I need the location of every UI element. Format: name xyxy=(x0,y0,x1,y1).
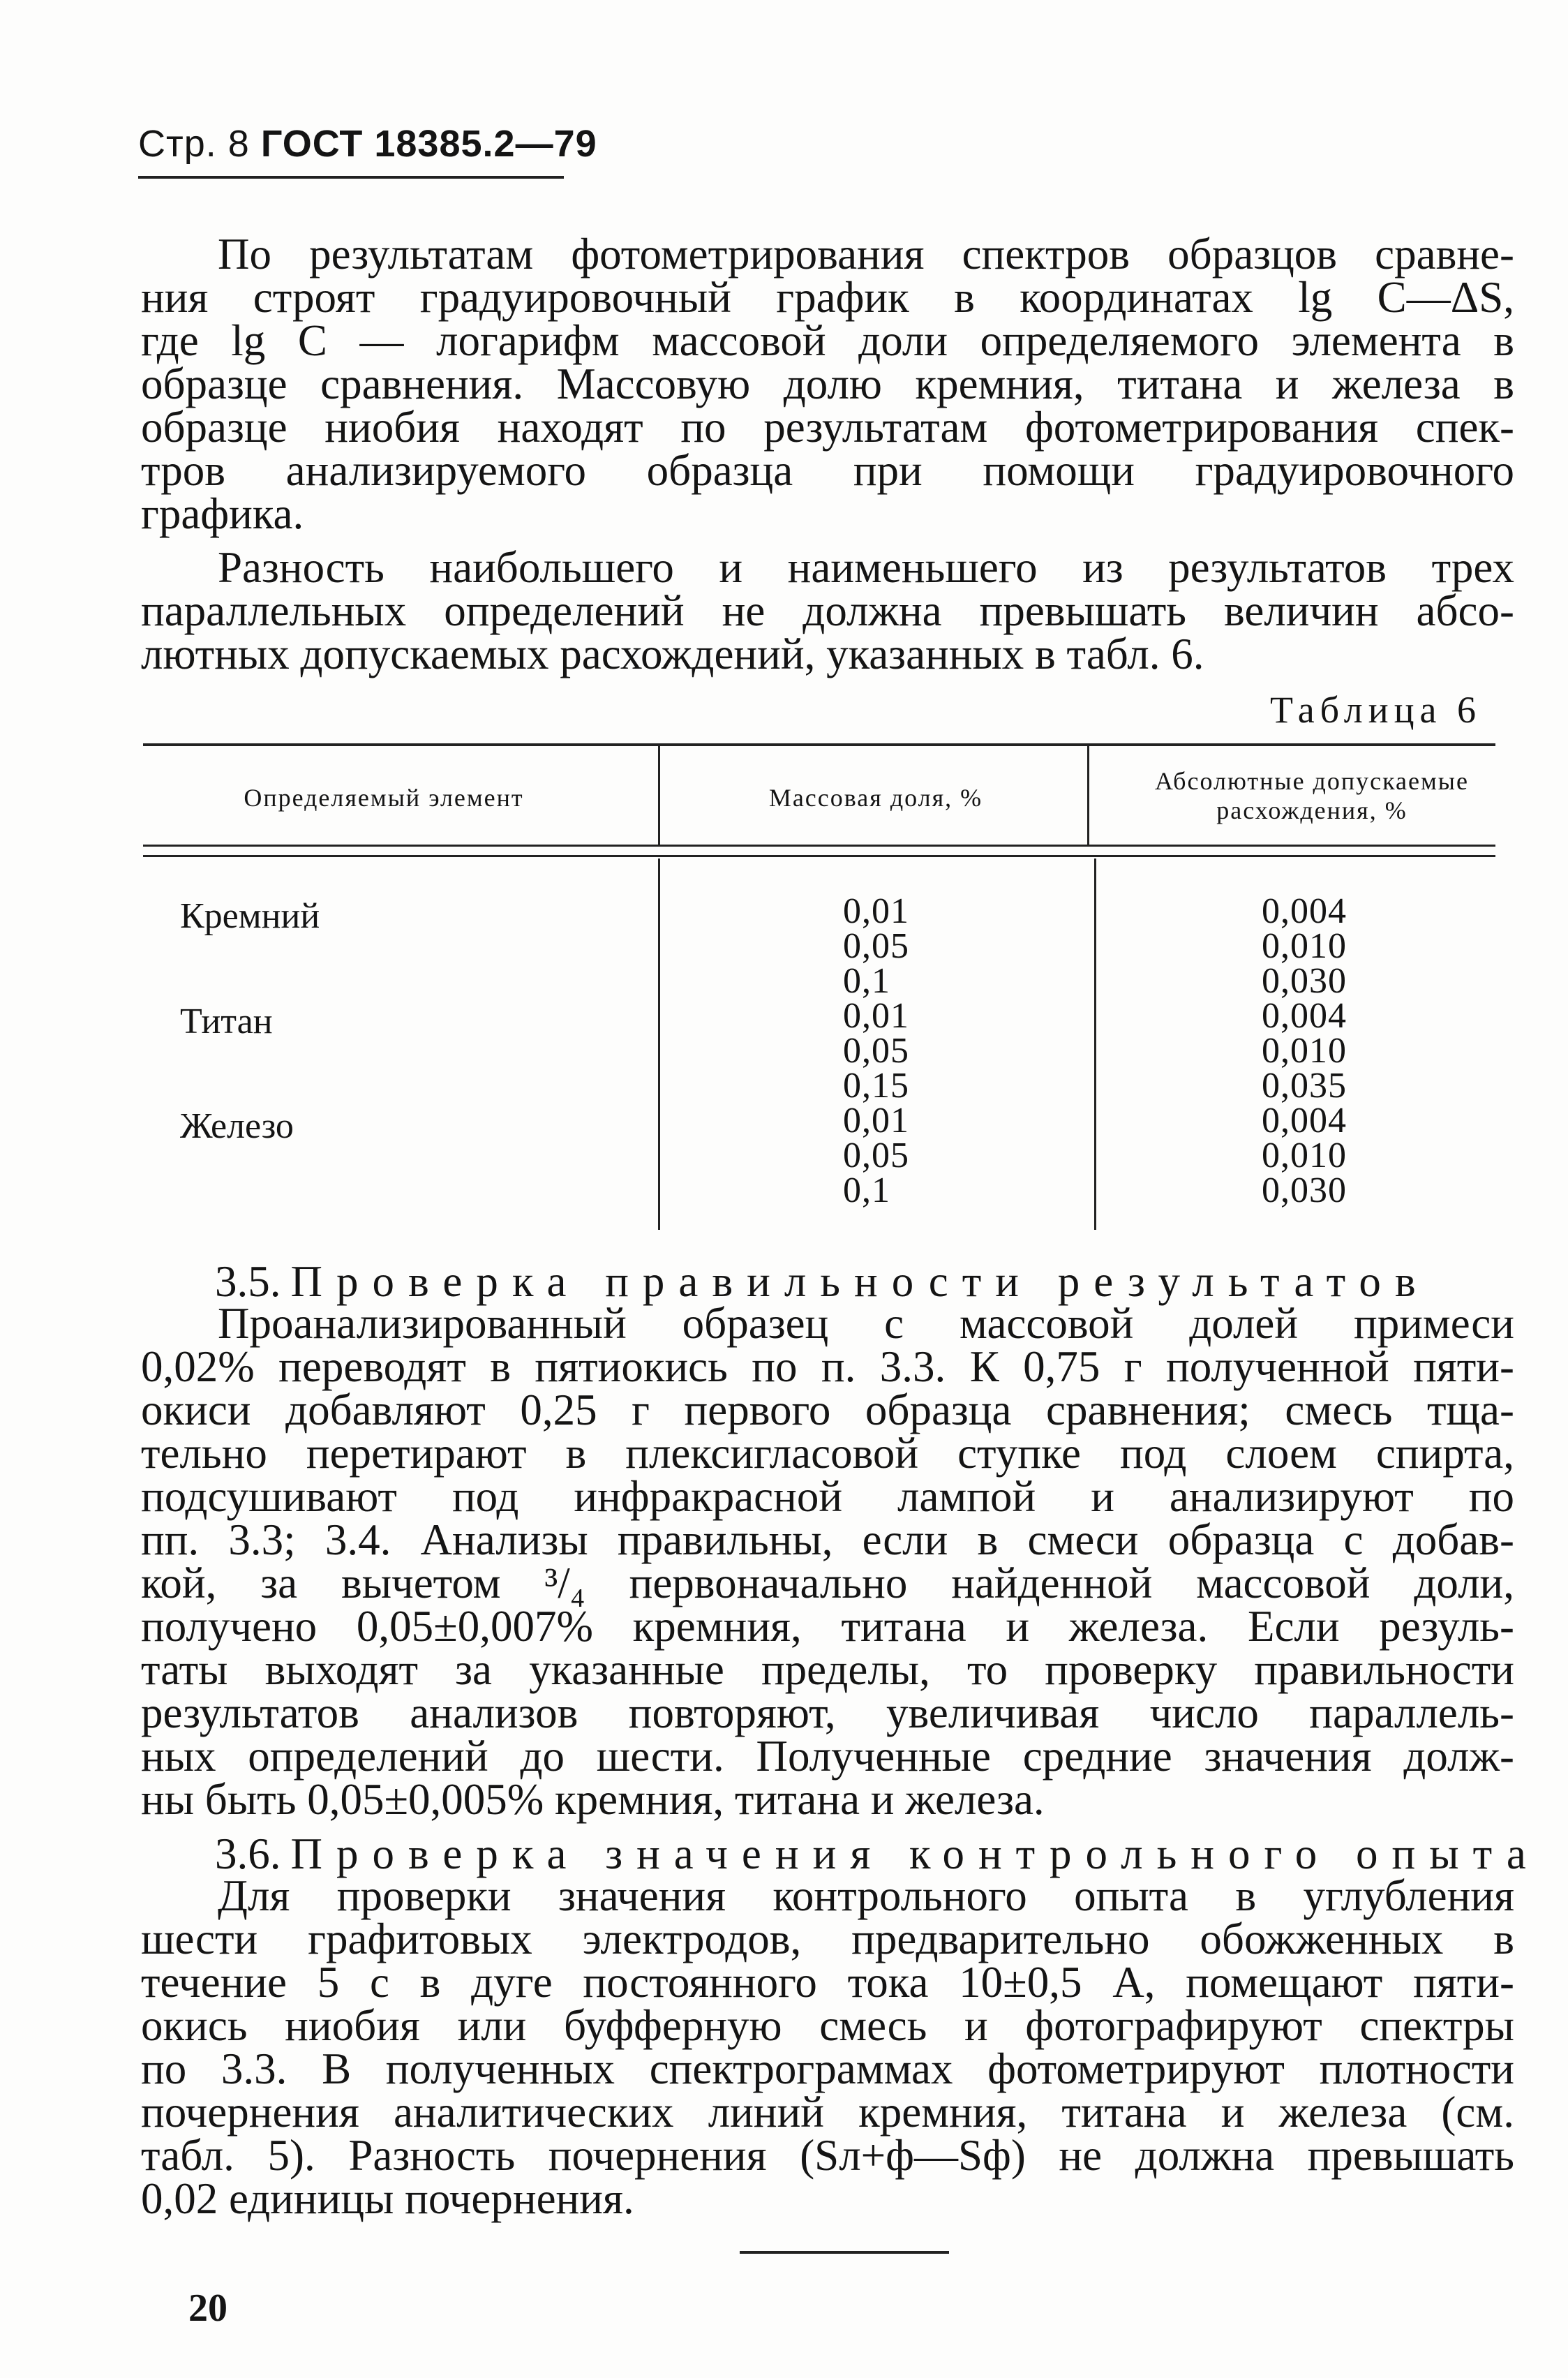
table-top-rule xyxy=(143,743,1495,746)
text-line: Проанализированный образец с массовой долей примеси xyxy=(218,1299,1514,1348)
table-caption: Таблица 6 xyxy=(1270,689,1481,731)
text-line: где lg C — логарифм массовой доли определяемого элемента в xyxy=(141,316,1514,365)
intro-paragraph-2 xyxy=(141,543,1514,678)
column-header-element: Определяемый элемент xyxy=(244,784,524,812)
section-title: Проверка правильности результатов xyxy=(290,1257,1430,1306)
text-line: пп. 3.3; 3.4. Анализы правильны, если в смеси образца с добав- xyxy=(141,1515,1514,1564)
page-header xyxy=(138,122,597,165)
table-cell-tolerance: 0,030 xyxy=(1262,1171,1347,1210)
table-cell-mass: 0,15 xyxy=(843,1066,909,1106)
footer-rule xyxy=(740,2251,949,2254)
text-line: окиси добавляют 0,25 г первого образца сравнения; смесь тща- xyxy=(141,1385,1514,1434)
text-line: 0,02 единицы почернения. xyxy=(141,2174,634,2223)
text-line: параллельных определений не должна превышать величин абсо- xyxy=(141,586,1514,635)
table-cell-mass: 0,05 xyxy=(843,1136,909,1175)
text-line: 0,02% переводят в пятиокись по п. 3.3. К 0,75 г полученной пяти- xyxy=(141,1342,1514,1391)
section-number: 3.6. xyxy=(215,1829,281,1878)
table-cell-mass: 0,1 xyxy=(843,961,890,1001)
table-cell-mass: 0,01 xyxy=(843,1101,909,1140)
text-line: подсушивают под инфракрасной лампой и анализируют по xyxy=(141,1472,1514,1521)
text-line: получено 0,05±0,007% кремния, титана и железа. Если резуль- xyxy=(141,1602,1514,1651)
table-cell-mass: 0,01 xyxy=(843,891,909,931)
text-line: образце сравнения. Массовую долю кремния, титана и железа в xyxy=(141,359,1514,408)
text-line: течение 5 с в дуге постоянного тока 10±0,5 А, помещают пяти- xyxy=(141,1958,1514,2007)
header-rule xyxy=(138,176,564,179)
table-cell-mass: 0,01 xyxy=(843,996,909,1036)
table-element-iron: Железо xyxy=(180,1106,294,1146)
column-header-tolerance-line: Абсолютные допускаемые xyxy=(1155,767,1469,795)
text-line: шести графитовых электродов, предварительно обожженных в xyxy=(141,1915,1514,1963)
page-label: Стр. 8 xyxy=(138,123,250,165)
table-cell-tolerance: 0,004 xyxy=(1262,1101,1347,1140)
table-header-rule-double xyxy=(143,855,1495,857)
table-cell-tolerance: 0,010 xyxy=(1262,926,1347,966)
column-header-mass: Массовая доля, % xyxy=(768,784,983,812)
table-cell-tolerance: 0,010 xyxy=(1262,1136,1347,1175)
table-element-silicon: Кремний xyxy=(180,896,320,936)
table-col-divider xyxy=(1094,859,1096,1230)
table-cell-tolerance: 0,010 xyxy=(1262,1031,1347,1071)
text-line: По результатам фотометрирования спектров образцов сравне- xyxy=(218,230,1514,278)
text-line: результатов анализов повторяют, увеличивая число параллель- xyxy=(141,1688,1514,1737)
text-line: тров анализируемого образца при помощи градуировочного xyxy=(141,446,1514,495)
text-line: тельно перетирают в плексигласовой ступке под слоем спирта, xyxy=(141,1429,1514,1478)
intro-paragraph-1 xyxy=(141,230,1514,538)
text-line: Для проверки значения контрольного опыта в углубления xyxy=(218,1871,1514,1920)
table-col-divider xyxy=(1087,745,1089,845)
page-number: 20 xyxy=(188,2287,227,2330)
text-line: ния строят градуировочный график в координатах lg C—ΔS, xyxy=(141,273,1514,322)
section-title: Проверка значения контрольного опыта xyxy=(290,1829,1540,1878)
text-line: Разность наибольшего и наименьшего из результатов трех xyxy=(218,543,1514,592)
text-line: графика. xyxy=(141,489,304,538)
text-line: табл. 5). Разность почернения (Sл+ф—Sф) не должна превышать xyxy=(141,2131,1514,2180)
table-header-rule xyxy=(143,845,1495,847)
text-line: ных определений до шести. Полученные средние значения долж- xyxy=(141,1732,1514,1781)
table-cell-mass: 0,05 xyxy=(843,926,909,966)
table-cell-tolerance: 0,035 xyxy=(1262,1066,1347,1106)
table-cell-tolerance: 0,004 xyxy=(1262,996,1347,1036)
text-line: образце ниобия находят по результатам фотометрирования спек- xyxy=(141,403,1514,452)
column-header-tolerance-line: расхождения, % xyxy=(1216,796,1408,824)
text-line: кой, за вычетом ³/₄ первоначально найденной массовой доли, xyxy=(141,1559,1514,1607)
table-col-divider xyxy=(658,745,660,845)
text-line: почернения аналитических линий кремния, титана и железа (см. xyxy=(141,2088,1514,2137)
text-line: лютных допускаемых расхождений, указанных в табл. 6. xyxy=(141,630,1204,678)
table-cell-tolerance: 0,004 xyxy=(1262,891,1347,931)
section-number: 3.5. xyxy=(215,1257,281,1306)
section-3-5-body xyxy=(141,1299,1514,1824)
table-col-divider xyxy=(658,859,660,1230)
table-cell-tolerance: 0,030 xyxy=(1262,961,1347,1001)
text-line: по 3.3. В полученных спектрограммах фотометрируют плотности xyxy=(141,2044,1514,2093)
section-3-6-body xyxy=(141,1871,1514,2223)
table-cell-mass: 0,05 xyxy=(843,1031,909,1071)
standard-number: ГОСТ 18385.2—79 xyxy=(260,123,597,165)
text-line: таты выходят за указанные пределы, то проверку правильности xyxy=(141,1645,1514,1694)
text-line: окись ниобия или буфферную смесь и фотографируют спектры xyxy=(141,2001,1514,2050)
column-header-tolerance xyxy=(1117,766,1507,825)
table-cell-mass: 0,1 xyxy=(843,1171,890,1210)
text-line: ны быть 0,05±0,005% кремния, титана и железа. xyxy=(141,1775,1045,1824)
table-element-titanium: Титан xyxy=(180,1002,273,1041)
